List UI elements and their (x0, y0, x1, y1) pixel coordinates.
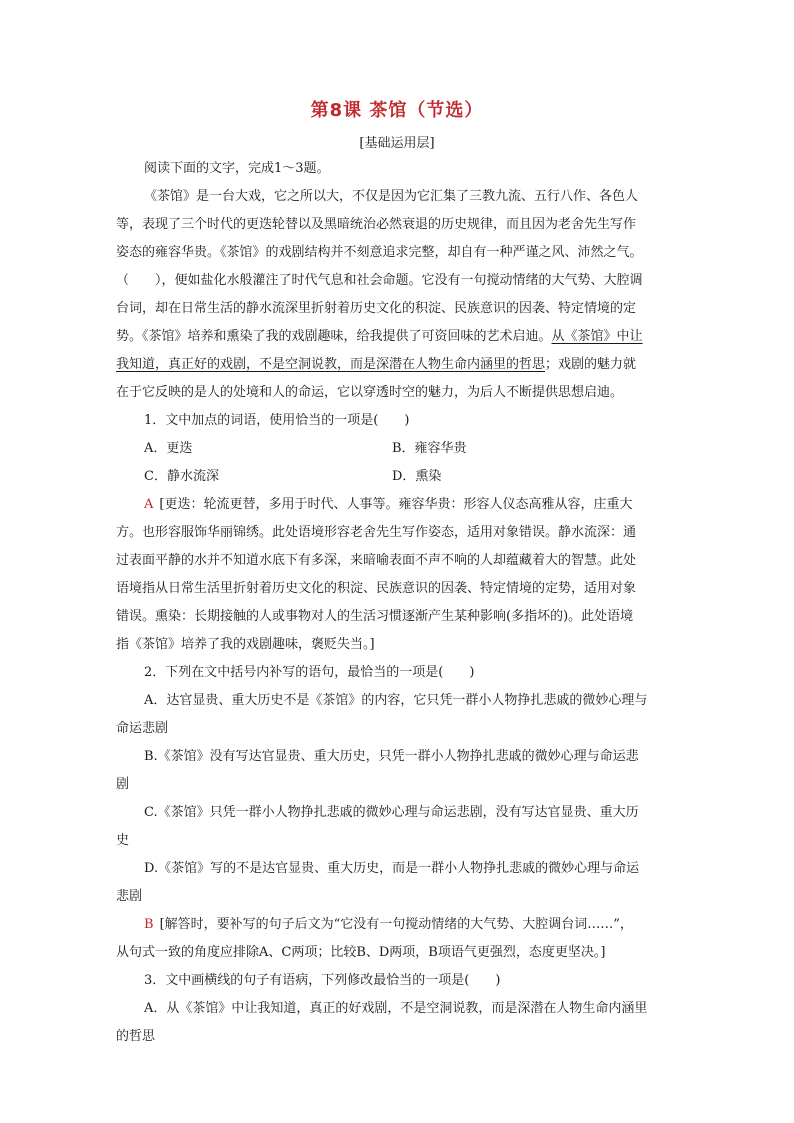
option-d: D．熏染 (392, 469, 442, 484)
option-a: A．更迭 (144, 441, 193, 456)
passage-line: （ ），便如盐化水般灌注了时代气息和社会命题。它没有一句搅动情绪的大气势、大腔调 (116, 273, 643, 288)
option-b-cont: 剧 (116, 777, 130, 792)
option-c: C.《茶馆》只凭一群小人物挣扎悲戚的微妙心理与命运悲剧，没有写达官显贵、重大历 (144, 805, 639, 820)
underlined-sentence: 从《茶馆》中让 (551, 329, 643, 344)
page-title: 第8课 茶馆（节选） (310, 100, 484, 121)
option-a-cont: 的哲思 (116, 1029, 156, 1044)
option-a-cont: 命运悲剧 (116, 721, 169, 736)
question-1-options-row (144, 440, 710, 458)
passage-text: 势。《茶馆》培养和熏染了我的戏剧趣味，给我提供了可资回味的艺术启迪。 (116, 329, 552, 344)
explanation-text: [更迭：轮流更替，多用于时代、人事等。雍容华贵：形容人仪态高雅从容，庄重大 (159, 497, 633, 512)
section-label: [基础运用层] (359, 136, 435, 151)
answer-letter: A (144, 497, 154, 512)
explanation-text: [解答时，要补写的句子后文为“它没有一句搅动情绪的大气势、大腔调台词……”， (159, 917, 633, 932)
question-1-options-row (144, 468, 710, 486)
option-c-cont: 史 (116, 833, 130, 848)
answer-explanation-line (144, 496, 710, 514)
explanation-line: 过表面平静的水并不知道水底下有多深，来暗喻表面不声不响的人却蕴藏着大的智慧。此处 (116, 553, 637, 568)
option-a: A．达官显贵、重大历史不是《茶馆》的内容，它只凭一群小人物挣扎悲戚的微妙心理与 (144, 693, 648, 708)
explanation-line: 从句式一致的角度应排除A、C两项；比较B、D两项，B项语气更强烈，态度更坚决。] (116, 945, 606, 960)
passage-line: 《茶馆》是一台大戏，它之所以大，不仅是因为它汇集了三教九流、五行八作、各色人 (144, 189, 639, 204)
explanation-line: 语境指从日常生活里折射着历史文化的积淀、民族意识的因袭、特定情境的定势，适用对象 (116, 581, 637, 596)
passage-text: ；戏剧的魅力就 (545, 357, 637, 372)
passage-line: 台词，却在日常生活的静水流深里折射着历史文化的积淀、民族意识的因袭、特定情境的定 (116, 301, 637, 316)
option-c: C．静水流深 (144, 469, 219, 484)
question-2-stem: 2．下列在文中括号内补写的语句，最恰当的一项是( ) (144, 665, 475, 680)
option-b: B．雍容华贵 (392, 441, 467, 456)
explanation-line: 错误。熏染：长期接触的人或事物对人的生活习惯逐渐产生某种影响(多指坏的)。此处语境 (116, 609, 634, 624)
passage-line: 在于它反映的是人的处境和人的命运，它以穿透时空的魅力，为后人不断提供思想启迪。 (116, 385, 624, 400)
answer-explanation-line (144, 916, 710, 934)
option-d: D.《茶馆》写的不是达官显贵、重大历史，而是一群小人物挣扎悲戚的微妙心理与命运 (144, 861, 640, 876)
explanation-line: 方。也形容服饰华丽锦绣。此处语境形容老舍先生写作姿态，适用对象错误。静水流深：通 (116, 525, 637, 540)
underlined-sentence: 我知道，真正好的戏剧，不是空洞说教，而是深潜在人物生命内涵里的哲思 (116, 357, 546, 372)
explanation-line: 指《茶馆》培养了我的戏剧趣味，褒贬失当。] (116, 637, 375, 652)
option-b: B.《茶馆》没有写达官显贵、重大历史，只凭一群小人物挣扎悲戚的微妙心理与命运悲 (144, 749, 639, 764)
question-3-stem: 3．文中画横线的句子有语病，下列修改最恰当的一项是( ) (144, 973, 501, 988)
question-1-stem: 1．文中加点的词语，使用恰当的一项是( ) (144, 413, 410, 428)
option-a: A．从《茶馆》中让我知道，真正的好戏剧，不是空洞说教，而是深潜在人物生命内涵里 (144, 1001, 648, 1016)
passage-line (116, 356, 682, 374)
answer-letter: B (144, 917, 154, 932)
passage-line: 等，表现了三个时代的更迭轮替以及黑暗统治必然衰退的历史规律，而且因为老舍先生写作 (116, 217, 637, 232)
passage-line (116, 328, 682, 346)
intro-text: 阅读下面的文字，完成1～3题。 (144, 161, 330, 176)
passage-line: 姿态的雍容华贵。《茶馆》的戏剧结构并不刻意追求完整，却自有一种严谨之风、沛然之气。 (116, 245, 643, 260)
option-d-cont: 悲剧 (116, 889, 143, 904)
